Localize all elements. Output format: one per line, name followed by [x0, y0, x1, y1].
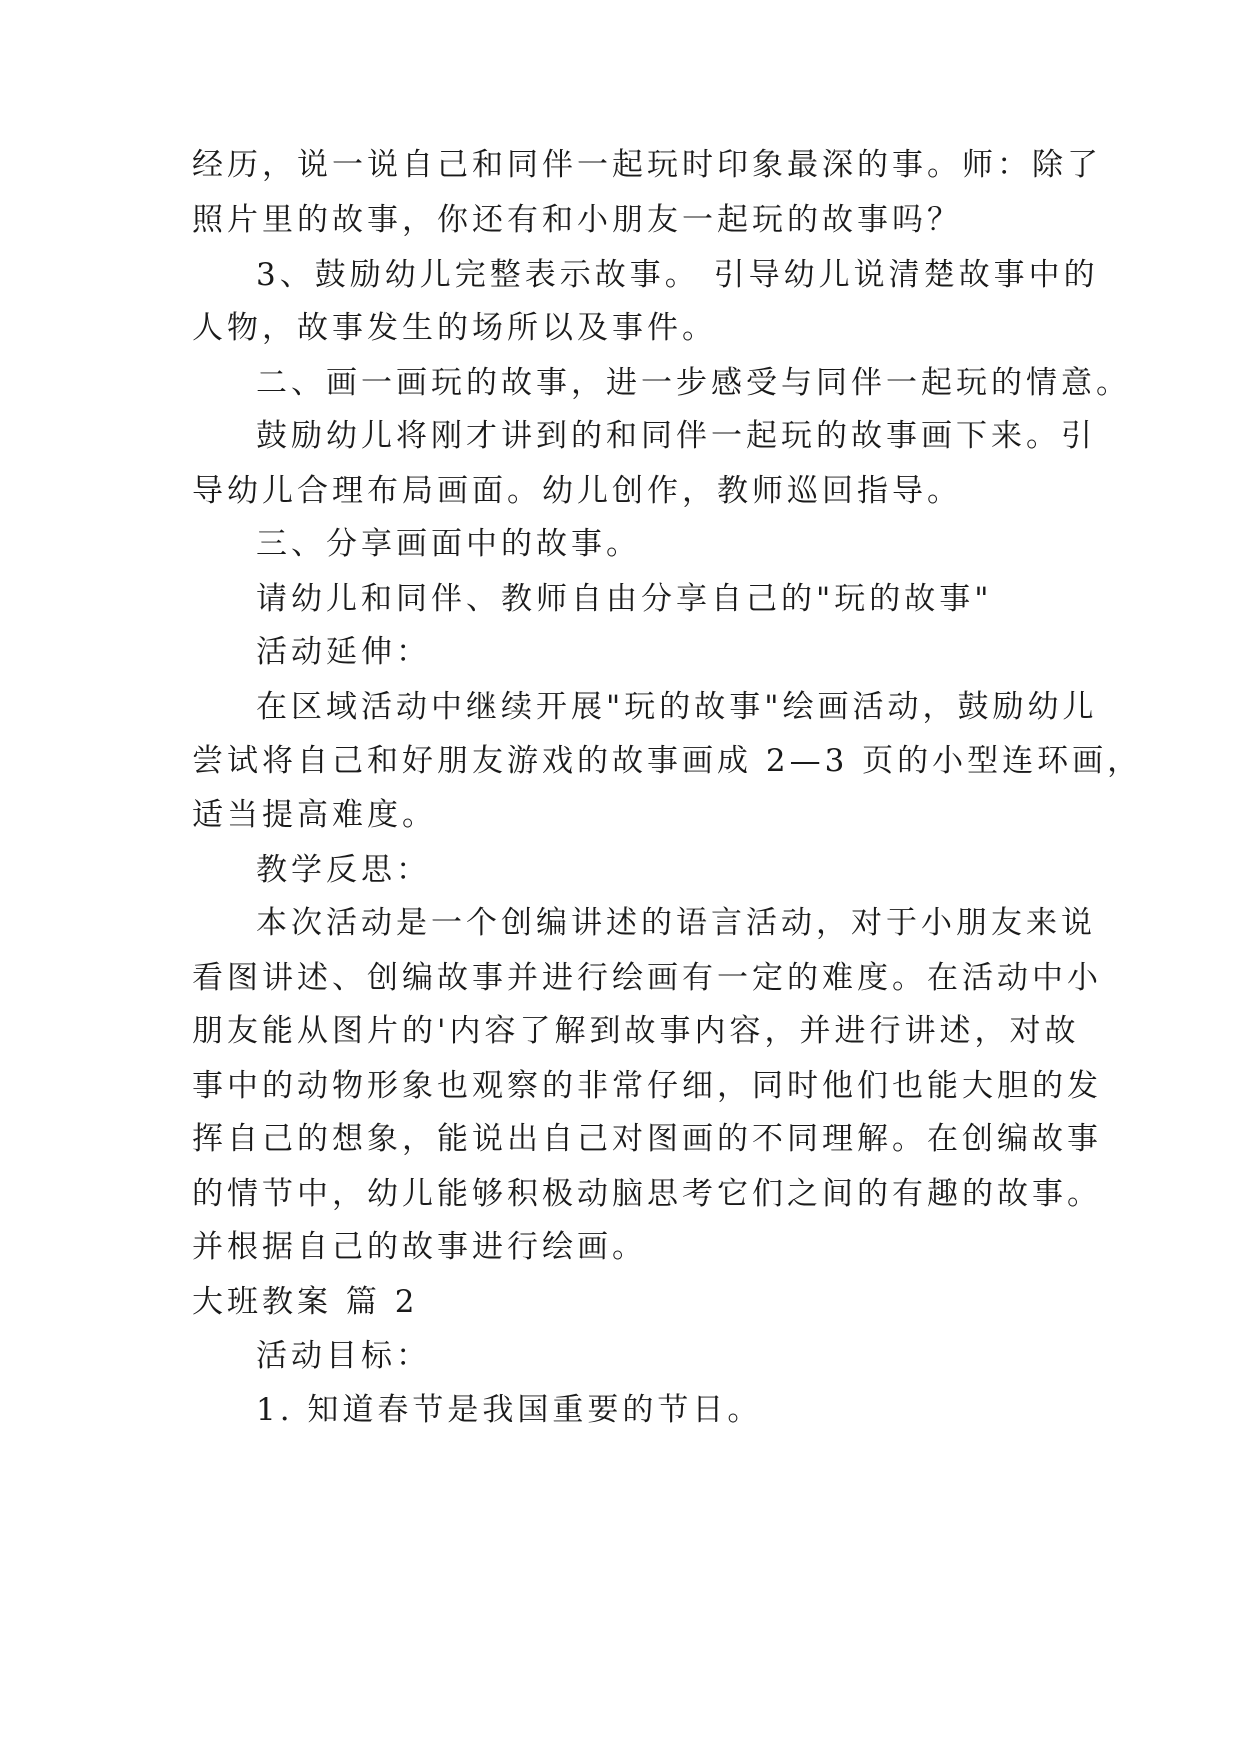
text-line: 经历，说一说自己和同伴一起玩时印象最深的事。师：除了: [192, 147, 1102, 183]
text-line: 照片里的故事，你还有和小朋友一起玩的故事吗？: [192, 202, 962, 238]
text-line: 挥自己的想象，能说出自己对图画的不同理解。在创编故事: [192, 1121, 1102, 1157]
text-line: 1. 知道春节是我国重要的节日。: [256, 1392, 763, 1428]
text-line: 人物，故事发生的场所以及事件。: [192, 310, 717, 346]
text-line: 适当提高难度。: [192, 797, 437, 833]
text-line: 尝试将自己和好朋友游戏的故事画成 2—3 页的小型连环画，: [192, 743, 1143, 779]
text-line: 在区域活动中继续开展"玩的故事"绘画活动，鼓励幼儿: [256, 689, 1098, 725]
text-line: 看图讲述、创编故事并进行绘画有一定的难度。在活动中小: [192, 960, 1102, 996]
text-line: 本次活动是一个创编讲述的语言活动，对于小朋友来说: [256, 905, 1096, 941]
text-line: 导幼儿合理布局画面。幼儿创作，教师巡回指导。: [192, 473, 962, 509]
text-line: 并根据自己的故事进行绘画。: [192, 1229, 647, 1265]
section-heading: 三、分享画面中的故事。: [256, 526, 641, 562]
article-title: 大班教案 篇 2: [192, 1284, 419, 1320]
text-line: 朋友能从图片的'内容了解到故事内容，并进行讲述，对故: [192, 1013, 1080, 1049]
text-line: 鼓励幼儿将刚才讲到的和同伴一起玩的故事画下来。引: [256, 418, 1096, 454]
text-line: 请幼儿和同伴、教师自由分享自己的"玩的故事": [256, 581, 993, 617]
text-line: 事中的动物形象也观察的非常仔细，同时他们也能大胆的发: [192, 1068, 1102, 1104]
text-line: 的情节中，幼儿能够积极动脑思考它们之间的有趣的故事。: [192, 1176, 1102, 1212]
section-heading: 二、画一画玩的故事，进一步感受与同伴一起玩的情意。: [256, 365, 1131, 401]
text-line: 3、鼓励幼儿完整表示故事。 引导幼儿说清楚故事中的: [256, 257, 1099, 293]
section-heading: 教学反思：: [256, 852, 431, 888]
section-heading: 活动延伸：: [256, 634, 431, 670]
section-heading: 活动目标：: [256, 1338, 431, 1374]
